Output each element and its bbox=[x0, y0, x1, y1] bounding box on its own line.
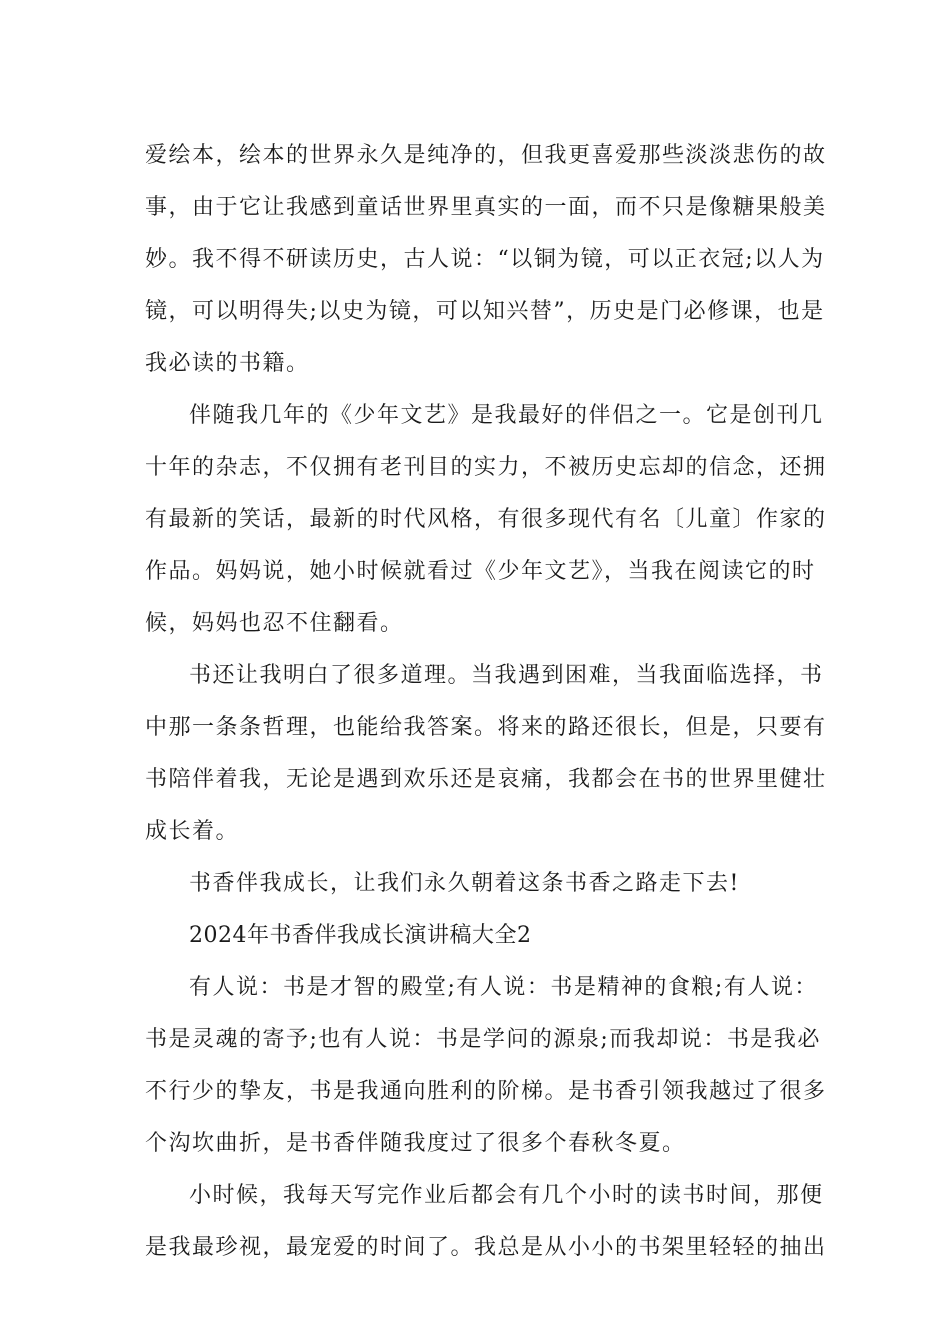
text-line: 我必读的书籍。 bbox=[145, 351, 310, 376]
text-line: 不行少的挚友，书是我通向胜利的阶梯。是书香引领我越过了很多 bbox=[145, 1079, 827, 1104]
paragraph-2 bbox=[145, 390, 827, 650]
text-line: 书是灵魂的寄予;也有人说：书是学问的源泉;而我却说：书是我必 bbox=[145, 1027, 821, 1052]
paragraph-6 bbox=[145, 1170, 827, 1274]
text-line: 是我最珍视，最宠爱的时间了。我总是从小小的书架里轻轻的抽出 bbox=[145, 1235, 827, 1260]
text-line: 事，由于它让我感到童话世界里真实的一面，而不只是像糖果般美 bbox=[145, 195, 827, 220]
heading-text: 2024年书香伴我成长演讲稿大全2 bbox=[189, 923, 532, 948]
text-line: 伴随我几年的《少年文艺》是我最好的伴侣之一。它是创刊几 bbox=[189, 403, 824, 428]
paragraph-1 bbox=[145, 130, 827, 390]
text-line: 小时候，我每天写完作业后都会有几个小时的读书时间，那便 bbox=[189, 1183, 824, 1208]
text-line: 个沟坎曲折，是书香伴随我度过了很多个春秋冬夏。 bbox=[145, 1131, 686, 1156]
document-body bbox=[145, 130, 827, 1274]
text-line: 妙。我不得不研读历史，古人说：“以铜为镜，可以正衣冠;以人为 bbox=[145, 247, 825, 272]
paragraph-3 bbox=[145, 650, 827, 858]
paragraph-4 bbox=[145, 858, 810, 910]
text-line: 有人说：书是才智的殿堂;有人说：书是精神的食粮;有人说： bbox=[189, 975, 818, 1000]
text-line: 镜，可以明得失;以史为镜，可以知兴替”，历史是门必修课，也是 bbox=[145, 299, 825, 324]
text-line: 中那一条条哲理，也能给我答案。将来的路还很长，但是，只要有 bbox=[145, 715, 827, 740]
text-line: 作品。妈妈说，她小时候就看过《少年文艺》，当我在阅读它的时 bbox=[145, 559, 816, 584]
text-line: 有最新的笑话，最新的时代风格，有很多现代有名〔儿童〕作家的 bbox=[145, 507, 827, 532]
text-line: 书还让我明白了很多道理。当我遇到困难，当我面临选择，书 bbox=[189, 663, 824, 688]
section-heading bbox=[145, 910, 810, 962]
text-line: 书香伴我成长，让我们永久朝着这条书香之路走下去! bbox=[189, 871, 740, 896]
text-line: 书陪伴着我，无论是遇到欢乐还是哀痛，我都会在书的世界里健壮 bbox=[145, 767, 827, 792]
text-line: 成长着。 bbox=[145, 819, 240, 844]
text-line: 爱绘本，绘本的世界永久是纯净的，但我更喜爱那些淡淡悲伤的故 bbox=[145, 143, 827, 168]
text-line: 十年的杂志，不仅拥有老刊目的实力，不被历史忘却的信念，还拥 bbox=[145, 455, 827, 480]
paragraph-5 bbox=[145, 962, 827, 1170]
text-line: 候，妈妈也忍不住翻看。 bbox=[145, 611, 404, 636]
